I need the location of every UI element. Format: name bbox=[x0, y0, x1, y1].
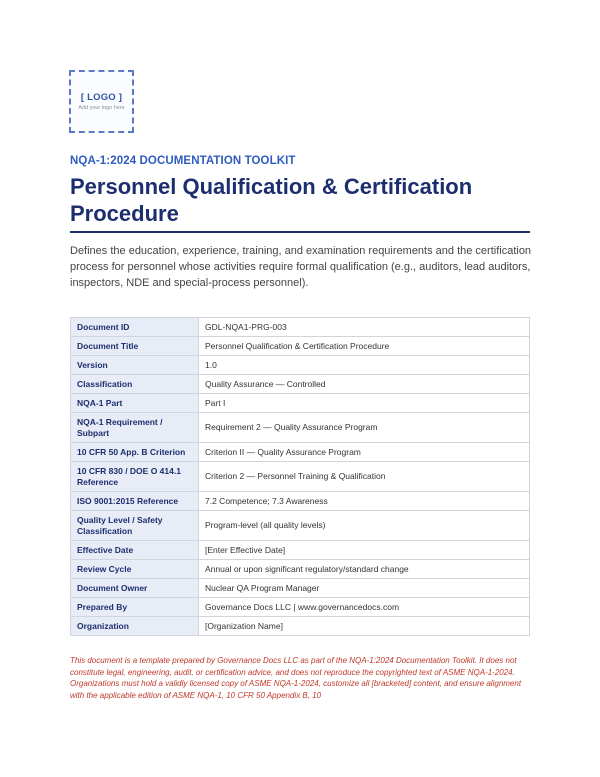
table-row bbox=[71, 492, 530, 511]
row-key: Quality Level / Safety Classification bbox=[71, 511, 199, 541]
table-row bbox=[71, 598, 530, 617]
row-key: Effective Date bbox=[71, 541, 199, 560]
table-row bbox=[71, 462, 530, 492]
row-key: Document Owner bbox=[71, 579, 199, 598]
row-key: Document ID bbox=[71, 318, 199, 337]
row-value: [Enter Effective Date] bbox=[199, 541, 530, 560]
row-key: 10 CFR 50 App. B Criterion bbox=[71, 443, 199, 462]
row-value: [Organization Name] bbox=[199, 617, 530, 636]
table-row bbox=[71, 337, 530, 356]
document-description: Defines the education, experience, training, and examination requirements and the certification process for personnel whose activities require formal qualification (e.g., auditors, lead auditors, inspectors, NDE and special-process personnel). bbox=[70, 245, 532, 289]
row-key: Prepared By bbox=[71, 598, 199, 617]
disclaimer-text: This document is a template prepared by Governance Docs LLC as part of the NQA-1:2024 Documentation Toolkit. It does not constitute legal, engineering, audit, or certification advice, and does not reproduce the copyrighted text of ASME NQA-1-2024. Organizations must hold a validly licensed copy of ASME NQA-1-2024, customize all [bracketed] content, and ensure alignment with the applicable edition of ASME NQA-1, 10 CFR 50 Appendix B, 10 bbox=[70, 656, 522, 700]
row-value: Personnel Qualification & Certification Procedure bbox=[199, 337, 530, 356]
row-value: Criterion II — Quality Assurance Program bbox=[199, 443, 530, 462]
row-value: Criterion 2 — Personnel Training & Qualification bbox=[199, 462, 530, 492]
row-value: Program-level (all quality levels) bbox=[199, 511, 530, 541]
row-key: NQA-1 Part bbox=[71, 394, 199, 413]
table-row bbox=[71, 394, 530, 413]
table-row bbox=[71, 541, 530, 560]
row-key: Version bbox=[71, 356, 199, 375]
table-row bbox=[71, 375, 530, 394]
table-row bbox=[71, 413, 530, 443]
metadata-table bbox=[70, 317, 530, 636]
table-row bbox=[71, 443, 530, 462]
table-row bbox=[71, 560, 530, 579]
row-value: Governance Docs LLC | www.governancedocs.com bbox=[199, 598, 530, 617]
title-divider bbox=[70, 231, 530, 233]
row-key: 10 CFR 830 / DOE O 414.1 Reference bbox=[71, 462, 199, 492]
toolkit-label: NQA-1:2024 DOCUMENTATION TOOLKIT bbox=[70, 155, 296, 167]
row-value: Requirement 2 — Quality Assurance Program bbox=[199, 413, 530, 443]
row-value: Quality Assurance — Controlled bbox=[199, 375, 530, 394]
row-value: Nuclear QA Program Manager bbox=[199, 579, 530, 598]
row-key: NQA-1 Requirement / Subpart bbox=[71, 413, 199, 443]
row-key: Document Title bbox=[71, 337, 199, 356]
row-value: Part I bbox=[199, 394, 530, 413]
logo-sublabel: Add your logo here bbox=[78, 105, 125, 111]
row-value: Annual or upon significant regulatory/standard change bbox=[199, 560, 530, 579]
logo-placeholder bbox=[69, 70, 134, 133]
table-row bbox=[71, 511, 530, 541]
row-value: GDL-NQA1-PRG-003 bbox=[199, 318, 530, 337]
table-row bbox=[71, 579, 530, 598]
row-key: Classification bbox=[71, 375, 199, 394]
document-title: Personnel Qualification & Certification Procedure bbox=[70, 174, 473, 226]
row-key: ISO 9001:2015 Reference bbox=[71, 492, 199, 511]
row-value: 7.2 Competence; 7.3 Awareness bbox=[199, 492, 530, 511]
logo-label: [ LOGO ] bbox=[80, 92, 123, 103]
row-key: Review Cycle bbox=[71, 560, 199, 579]
row-value: 1.0 bbox=[199, 356, 530, 375]
row-key: Organization bbox=[71, 617, 199, 636]
table-row bbox=[71, 318, 530, 337]
table-row bbox=[71, 617, 530, 636]
table-row bbox=[71, 356, 530, 375]
